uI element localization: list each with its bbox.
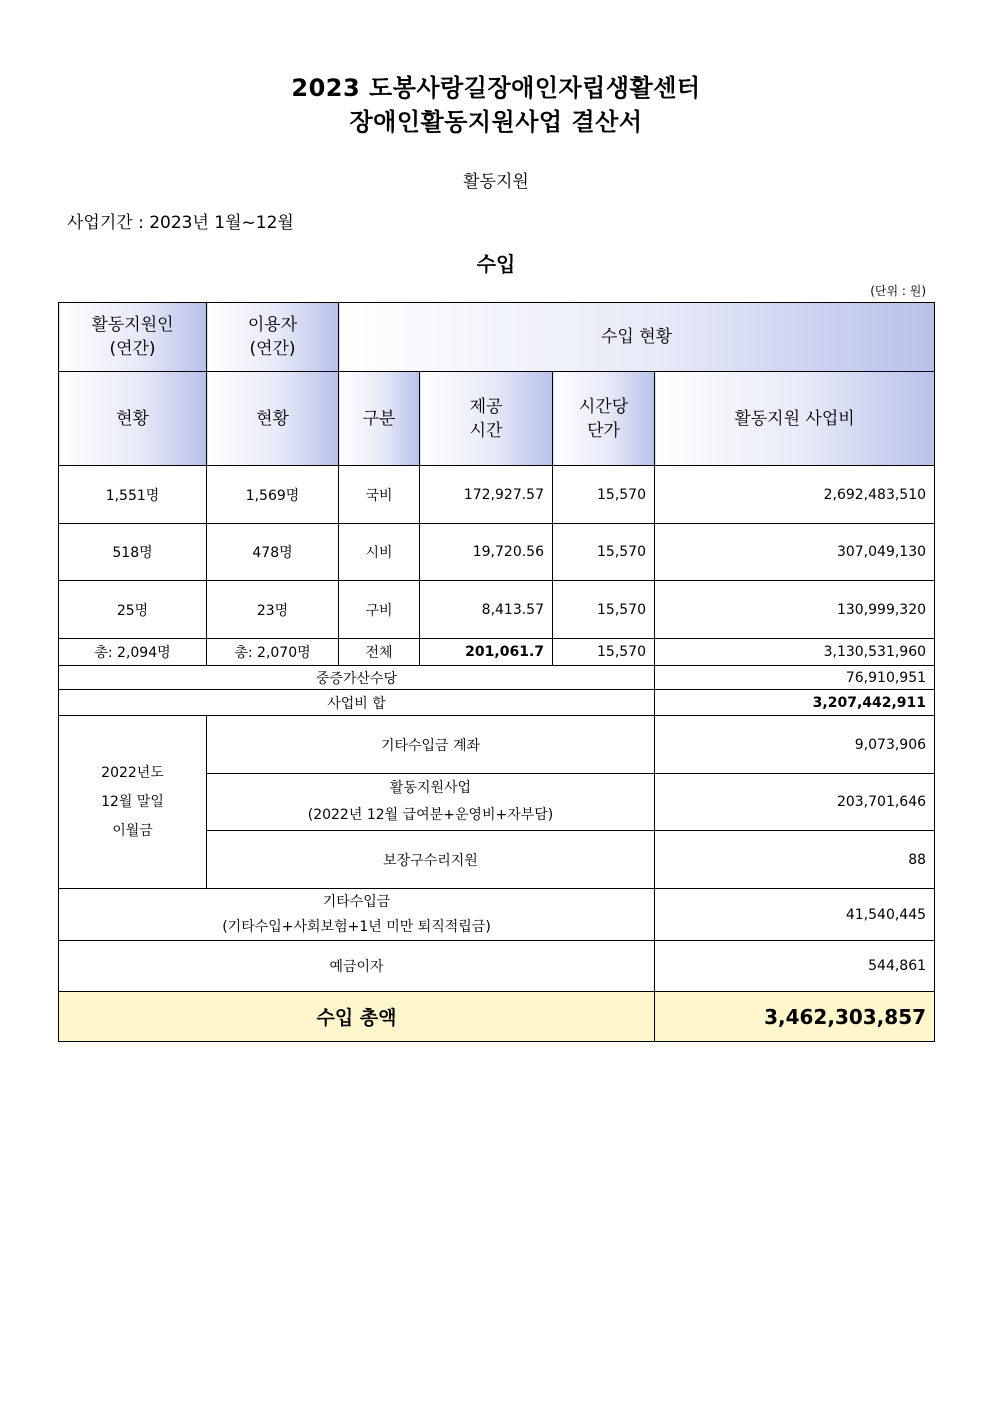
rate-cell: 15,570 (553, 466, 655, 524)
interest-row (59, 941, 935, 992)
cost-cell: 2,692,483,510 (655, 466, 935, 524)
table-row (59, 581, 935, 639)
table-row (59, 466, 935, 524)
rate-cell: 15,570 (553, 524, 655, 581)
users-count: 1,569명 (207, 466, 339, 524)
interest-value: 544,861 (655, 941, 935, 992)
severe-allowance-row (59, 666, 935, 690)
document-title-line1: 2023 도봉사랑길장애인자립생활센터 (291, 74, 701, 102)
document-subtitle: 활동지원 (463, 172, 529, 192)
users-count: 23명 (207, 581, 339, 639)
grand-total-row (59, 992, 935, 1042)
subtotal-label: 사업비 합 (59, 690, 655, 716)
category-cell: 전체 (339, 639, 420, 666)
carryover-item-label: 기타수입금 계좌 (207, 716, 655, 774)
other-income-value: 41,540,445 (655, 889, 935, 941)
users-total: 총: 2,070명 (207, 639, 339, 666)
carryover-item-value: 203,701,646 (655, 774, 935, 831)
hours-cell: 172,927.57 (420, 466, 553, 524)
header-rate: 시간당 단가 (553, 372, 655, 466)
cost-cell: 307,049,130 (655, 524, 935, 581)
header-category: 구분 (339, 372, 420, 466)
category-cell: 시비 (339, 524, 420, 581)
header-row-1 (59, 303, 935, 372)
header-helpers: 활동지원인 (연간) (59, 303, 207, 372)
table-row (59, 524, 935, 581)
helpers-count: 518명 (59, 524, 207, 581)
other-income-label: 기타수입금 (기타수입+사회보험+1년 미만 퇴직적립금) (59, 889, 655, 941)
hours-cell: 19,720.56 (420, 524, 553, 581)
cost-cell: 130,999,320 (655, 581, 935, 639)
subtotal-value: 3,207,442,911 (655, 690, 935, 716)
header-users: 이용자 (연간) (207, 303, 339, 372)
carryover-row (59, 716, 935, 774)
header-cost: 활동지원 사업비 (655, 372, 935, 466)
other-income-row (59, 889, 935, 941)
carryover-item-label: 활동지원사업 (2022년 12월 급여분+운영비+자부담) (207, 774, 655, 831)
rate-cell: 15,570 (553, 581, 655, 639)
category-cell: 구비 (339, 581, 420, 639)
unit-label: (단위 : 원) (870, 284, 926, 298)
table-row-total (59, 639, 935, 666)
helpers-total: 총: 2,094명 (59, 639, 207, 666)
hours-cell: 8,413.57 (420, 581, 553, 639)
subtotal-row (59, 690, 935, 716)
business-period: 사업기간 : 2023년 1월~12월 (67, 213, 294, 233)
header-row-2 (59, 372, 935, 466)
income-table (58, 302, 935, 1042)
helpers-count: 1,551명 (59, 466, 207, 524)
severe-allowance-value: 76,910,951 (655, 666, 935, 690)
users-count: 478명 (207, 524, 339, 581)
header-income-status: 수입 현황 (339, 303, 935, 372)
header-helpers-status: 현황 (59, 372, 207, 466)
carryover-item-value: 88 (655, 831, 935, 889)
interest-label: 예금이자 (59, 941, 655, 992)
section-title: 수입 (476, 252, 516, 276)
rate-cell: 15,570 (553, 639, 655, 666)
category-cell: 국비 (339, 466, 420, 524)
hours-total: 201,061.7 (420, 639, 553, 666)
header-users-status: 현황 (207, 372, 339, 466)
carryover-label: 2022년도 12월 말일 이월금 (59, 716, 207, 889)
grand-total-value: 3,462,303,857 (655, 992, 935, 1042)
carryover-item-label: 보장구수리지원 (207, 831, 655, 889)
severe-allowance-label: 중증가산수당 (59, 666, 655, 690)
carryover-item-value: 9,073,906 (655, 716, 935, 774)
document-title-line2: 장애인활동지원사업 결산서 (349, 108, 643, 136)
header-hours: 제공 시간 (420, 372, 553, 466)
grand-total-label: 수입 총액 (59, 992, 655, 1042)
helpers-count: 25명 (59, 581, 207, 639)
cost-total: 3,130,531,960 (655, 639, 935, 666)
